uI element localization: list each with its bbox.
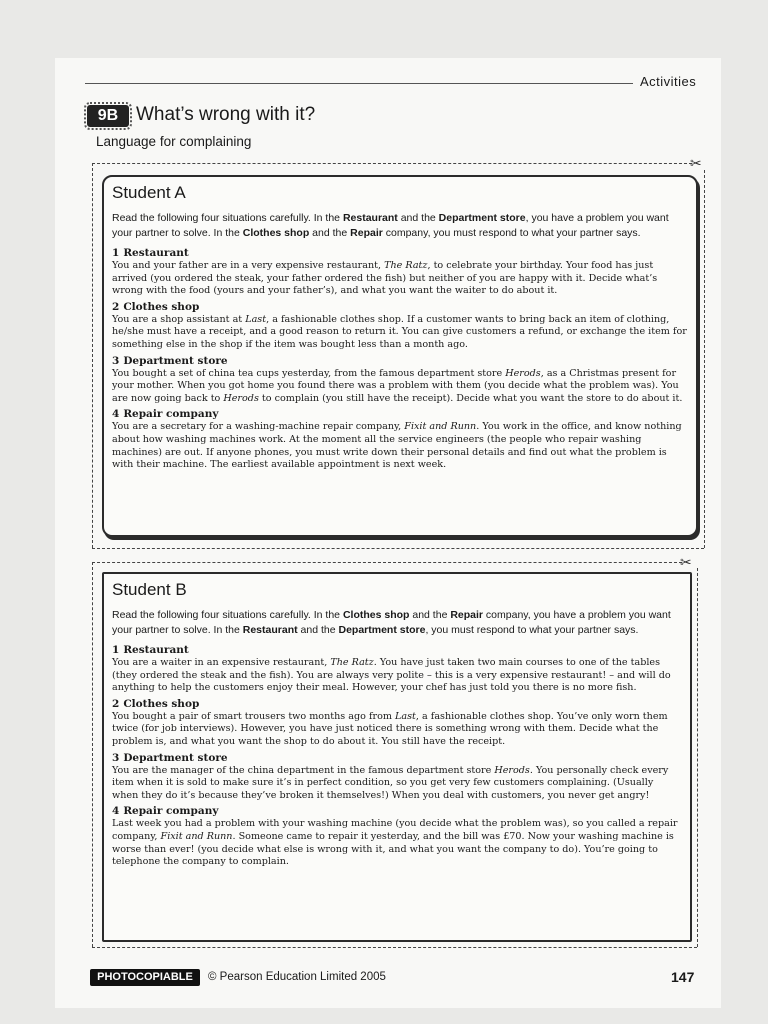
situation-title: Restaurant — [123, 644, 189, 656]
text-run: , to celebrate your birthday. Your food has just arrived (you ordered the steak, your father ordered the fish) but neither of you are happy with it. Decide what’s wrong with the food (yours and your father’s), and what you want the waiter to do about it. — [112, 260, 658, 297]
text-run: Read the following four situations carefully. In the — [112, 212, 343, 224]
card-intro — [112, 608, 682, 638]
text-run: You bought a set of china tea cups yesterday, from the famous department store — [112, 367, 506, 379]
unit-badge: 9B — [87, 105, 129, 127]
text-run: Restaurant — [242, 624, 298, 636]
text-run: Herods — [223, 392, 259, 404]
situation-item — [112, 805, 682, 868]
text-run: and the — [309, 227, 351, 239]
text-run: , a fashionable clothes shop. You’ve only worn them twice (for job interviews). However, you have just noticed there is something wrong with them. Decide what the problem is, and what you want the shop to do about it. You still have the receipt. — [112, 710, 668, 747]
cut-line-left-b — [92, 562, 93, 947]
situation-heading — [112, 301, 688, 314]
header-rule — [85, 83, 633, 84]
situation-body — [112, 421, 688, 471]
text-run: You and your father are in a very expensive restaurant, — [112, 260, 385, 271]
cut-line-bottom-b — [92, 947, 697, 948]
text-run: You bought a pair of smart trousers two months ago from — [112, 710, 396, 722]
text-run: Clothes shop — [242, 227, 310, 239]
card-intro — [112, 211, 688, 241]
situation-item — [112, 355, 688, 406]
situation-title: Department store — [123, 751, 228, 764]
situation-title: Repair company — [123, 408, 219, 421]
situation-body — [112, 314, 688, 352]
situation-number: 1 — [112, 644, 120, 656]
student-a-card — [102, 175, 698, 537]
card-title: Student B — [112, 580, 187, 599]
situation-body — [112, 711, 682, 749]
situation-number: 2 — [112, 697, 120, 710]
situation-item — [112, 301, 688, 352]
photocopiable-badge: PHOTOCOPIABLE — [90, 969, 200, 986]
situation-item — [112, 752, 682, 803]
situation-item — [112, 644, 682, 695]
cut-line-right-b — [697, 568, 698, 947]
situation-title: Repair company — [123, 805, 219, 818]
situation-title: Department store — [123, 354, 228, 367]
situation-number: 1 — [112, 247, 120, 259]
scissors-icon: ✂ — [690, 155, 702, 171]
situation-item — [112, 247, 688, 298]
text-run: Herods — [505, 367, 541, 379]
text-run: Repair — [450, 609, 484, 621]
situation-title: Clothes shop — [123, 300, 200, 313]
cut-line-bottom-a — [92, 548, 704, 549]
copyright: © Pearson Education Limited 2005 — [208, 971, 386, 983]
situation-heading — [112, 698, 682, 711]
text-run: Clothes shop — [342, 609, 410, 621]
situation-item — [112, 698, 682, 749]
situation-list — [104, 247, 696, 472]
text-run: You are a waiter in an expensive restaurant, — [112, 657, 331, 668]
text-run: , a fashionable clothes shop. If a customer wants to bring back an item of clothing, he/she must have a receipt, and a good reason to return it. You can give customers a refund, or exchange the item for something else in the shop if the item was bought less than a month ago. — [112, 313, 687, 350]
cut-line-top-a — [92, 163, 692, 164]
text-run: . You have just taken two main courses to one of the tables (they ordered the steak and the fish). You are always very polite – this is a very expensive restaurant! – and will do anything to help the customers enjoy their meal. However, your chef has just told you there is no more fish. — [112, 657, 671, 694]
scissors-icon: ✂ — [680, 554, 692, 570]
text-run: The Ratz — [384, 260, 428, 271]
text-run: . You personally check every item when it is sold to make sure it’s in perfect condition, so you get very few customers complaining. (Usually when they do it’s because they’ve broken it themselves!) When you deal with customers, you never get angry! — [112, 764, 669, 801]
text-run: Last week you had a problem with your washing machine (you decide what the problem was), so you called a repair company, — [112, 818, 678, 842]
text-run: Read the following four situations carefully. In the — [112, 609, 343, 621]
situation-body — [112, 657, 682, 695]
text-run: , you must respond to what your partner says. — [425, 624, 639, 636]
situation-title: Clothes shop — [123, 697, 200, 710]
text-run: company, you must respond to what your partner says. — [382, 227, 641, 239]
situation-heading — [112, 644, 682, 657]
text-run: The Ratz — [330, 657, 374, 668]
situation-heading — [112, 355, 688, 368]
section-label: Activities — [640, 74, 697, 89]
cut-line-left-a — [92, 163, 93, 548]
page-subtitle: Language for complaining — [96, 134, 252, 149]
text-run: Fixit and Runn — [160, 830, 233, 842]
text-run: and the — [297, 624, 339, 636]
situation-number: 4 — [112, 408, 120, 421]
text-run: Department store — [338, 624, 426, 636]
situation-title: Restaurant — [123, 247, 189, 259]
text-run: company, you have a problem you want your partner to solve. In the — [112, 609, 671, 636]
text-run: to complain (you still have the receipt). Decide what you want the store to do about it. — [258, 392, 683, 404]
text-run: Last — [245, 313, 267, 325]
situation-body — [112, 260, 688, 298]
situation-number: 3 — [112, 354, 120, 367]
cut-line-right-a — [704, 170, 705, 548]
text-run: Last — [395, 710, 416, 722]
text-run: You are a secretary for a washing-machine repair company, — [112, 421, 405, 433]
text-run: Fixit and Runn — [404, 421, 477, 433]
situation-item — [112, 408, 688, 471]
text-run: , as a Christmas present for your mother. When you got home you found there was a problem with them (you decide what the problem was). You are now going back to — [112, 367, 679, 404]
text-run: Repair — [350, 227, 383, 239]
situation-number: 3 — [112, 751, 120, 764]
situation-body — [112, 765, 682, 803]
page-number: 147 — [671, 969, 695, 985]
text-run: , you have a problem you want your partner to solve. In the — [112, 212, 669, 239]
situation-heading — [112, 752, 682, 765]
situation-heading — [112, 805, 682, 818]
situation-body — [112, 368, 688, 406]
situation-body — [112, 818, 682, 868]
page-title: What’s wrong with it? — [136, 104, 316, 125]
situation-heading — [112, 247, 688, 260]
situation-heading — [112, 408, 688, 421]
text-run: Herods — [494, 764, 530, 776]
text-run: Department store — [438, 212, 526, 224]
cut-line-top-b — [92, 562, 682, 563]
card-title: Student A — [112, 183, 186, 202]
situation-number: 2 — [112, 300, 120, 313]
text-run: and the — [397, 212, 439, 224]
text-run: . Someone came to repair it yesterday, and the bill was £70. Now your washing machine is worse than ever! (you decide what else is wrong with it, and what you want the company to do). You’re going to telephone the company to complain. — [112, 830, 674, 868]
text-run: and the — [409, 609, 451, 621]
text-run: You are the manager of the china department in the famous department store — [112, 764, 495, 776]
text-run: Restaurant — [342, 212, 398, 224]
text-run: . You work in the office, and know nothing about how washing machines work. At the moment all the service engineers (the people who repair washing machines) are out. If anyone phones, you must write down their personal details and find out what the problem is with their machine. The earliest available appointment is next week. — [112, 421, 682, 471]
text-run: You are a shop assistant at — [112, 313, 246, 325]
situation-number: 4 — [112, 805, 120, 818]
situation-list — [104, 644, 690, 869]
student-b-card — [102, 572, 692, 942]
